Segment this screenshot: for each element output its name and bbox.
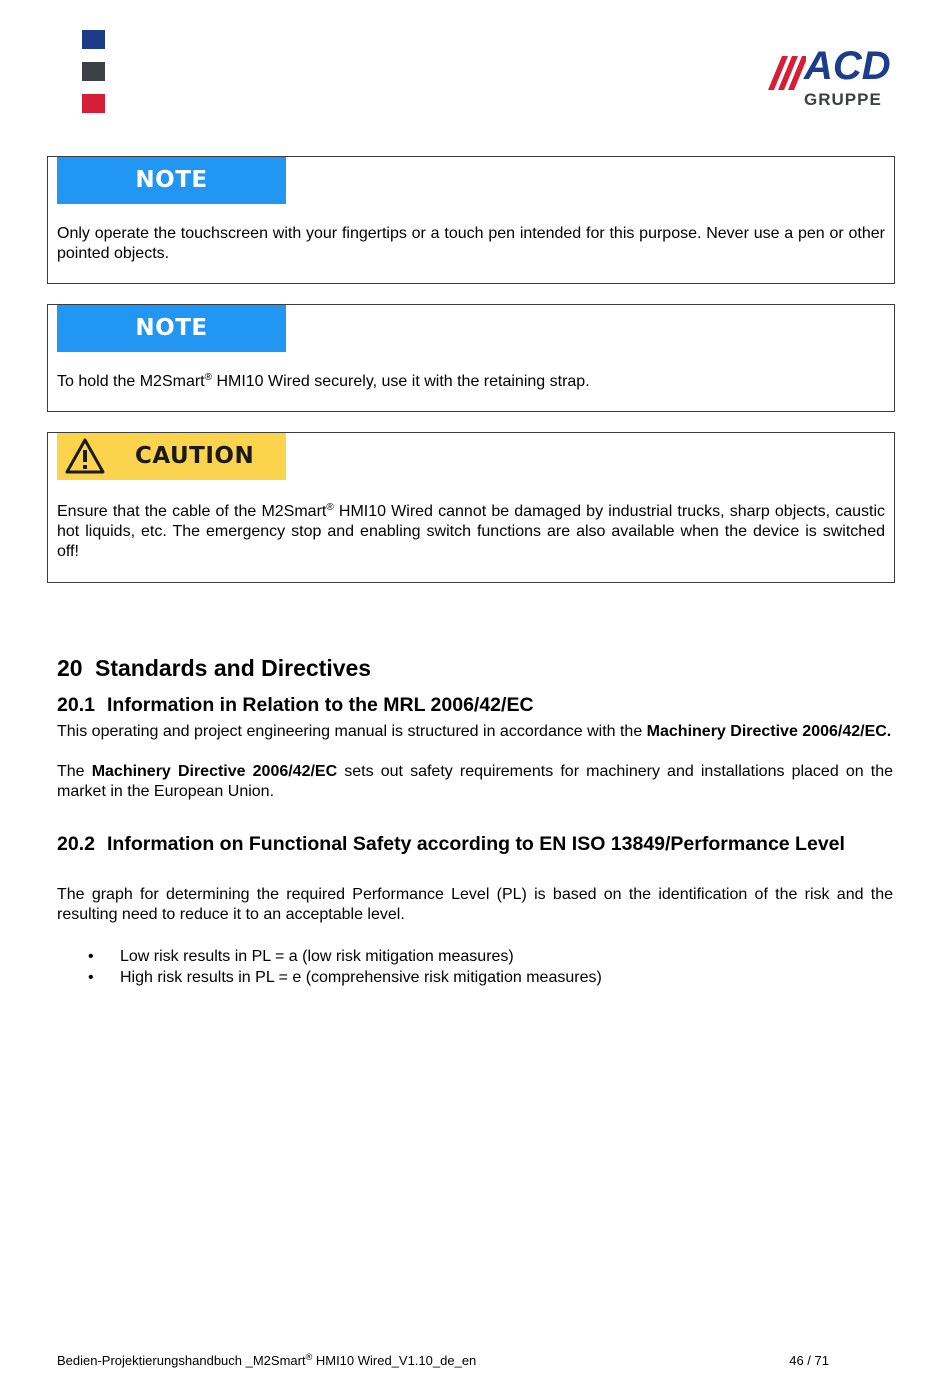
caution-badge [57, 433, 286, 480]
logo-text: ACD [804, 44, 891, 88]
note-badge [57, 305, 286, 352]
note-badge-label: NOTE [135, 167, 208, 193]
brand-square-gray [82, 62, 105, 81]
paragraph: The graph for determining the required Performance Level (PL) is based on the identification of the risk and the resulting need to reduce it to an acceptable level. [57, 886, 893, 923]
logo-stripes-icon [766, 50, 806, 96]
paragraph: The Machinery Directive 2006/42/EC sets out safety requirements for machinery and installations placed on the market in the European Union. [57, 763, 893, 800]
registered-mark: ® [204, 372, 212, 383]
subsection-heading [57, 832, 857, 856]
warning-triangle-icon [65, 438, 105, 474]
caution-text: Ensure that the cable of the M2Smart® HMI10 Wired cannot be damaged by industrial trucks, sharp objects, caustic hot liquids, etc. The emergency stop and enabling switch functions are also available when the device is switched off! [57, 502, 885, 560]
paragraph: This operating and project engineering manual is structured in accordance with the Machinery Directive 2006/42/EC. [57, 723, 892, 740]
logo-subtext: GRUPPE [804, 90, 882, 109]
bullet-icon: • [88, 969, 94, 986]
note-text: Only operate the touchscreen with your fingertips or a touch pen intended for this purpose. Never use a pen or other pointed objects. [57, 225, 885, 262]
subsection-title: Information on Functional Safety according to EN ISO 13849/Performance Level [107, 833, 845, 855]
note-box-touchscreen [47, 156, 895, 284]
note-badge [57, 157, 286, 204]
section-heading [57, 655, 371, 682]
caution-badge-label: CAUTION [135, 443, 255, 469]
bullet-icon: • [88, 948, 94, 965]
brand-square-red [82, 94, 105, 113]
subsection-number: 20.2 [57, 833, 95, 855]
section-number: 20 [57, 655, 83, 681]
subsection-number: 20.1 [57, 694, 95, 716]
list-item: • Low risk results in PL = a (low risk mitigation measures) [88, 948, 514, 965]
section-title: Standards and Directives [95, 655, 372, 681]
registered-mark: ® [305, 1352, 313, 1362]
bullet-list [57, 946, 893, 988]
subsection-title: Information in Relation to the MRL 2006/42/EC [107, 694, 534, 716]
brand-square-blue [82, 30, 105, 49]
acd-logo [766, 44, 918, 112]
registered-mark: ® [326, 502, 334, 513]
note-badge-label: NOTE [135, 315, 208, 341]
caution-box-cable [47, 432, 895, 583]
note-text: To hold the M2Smart® HMI10 Wired securely, use it with the retaining strap. [57, 372, 590, 390]
footer-document-name: Bedien-Projektierungshandbuch _M2Smart® HMI10 Wired_V1.10_de_en [57, 1352, 477, 1368]
footer-page-number: 46 / 71 [789, 1353, 829, 1368]
note-box-strap [47, 304, 895, 412]
subsection-heading [57, 693, 857, 717]
list-item: • High risk results in PL = e (comprehensive risk mitigation measures) [88, 969, 602, 986]
